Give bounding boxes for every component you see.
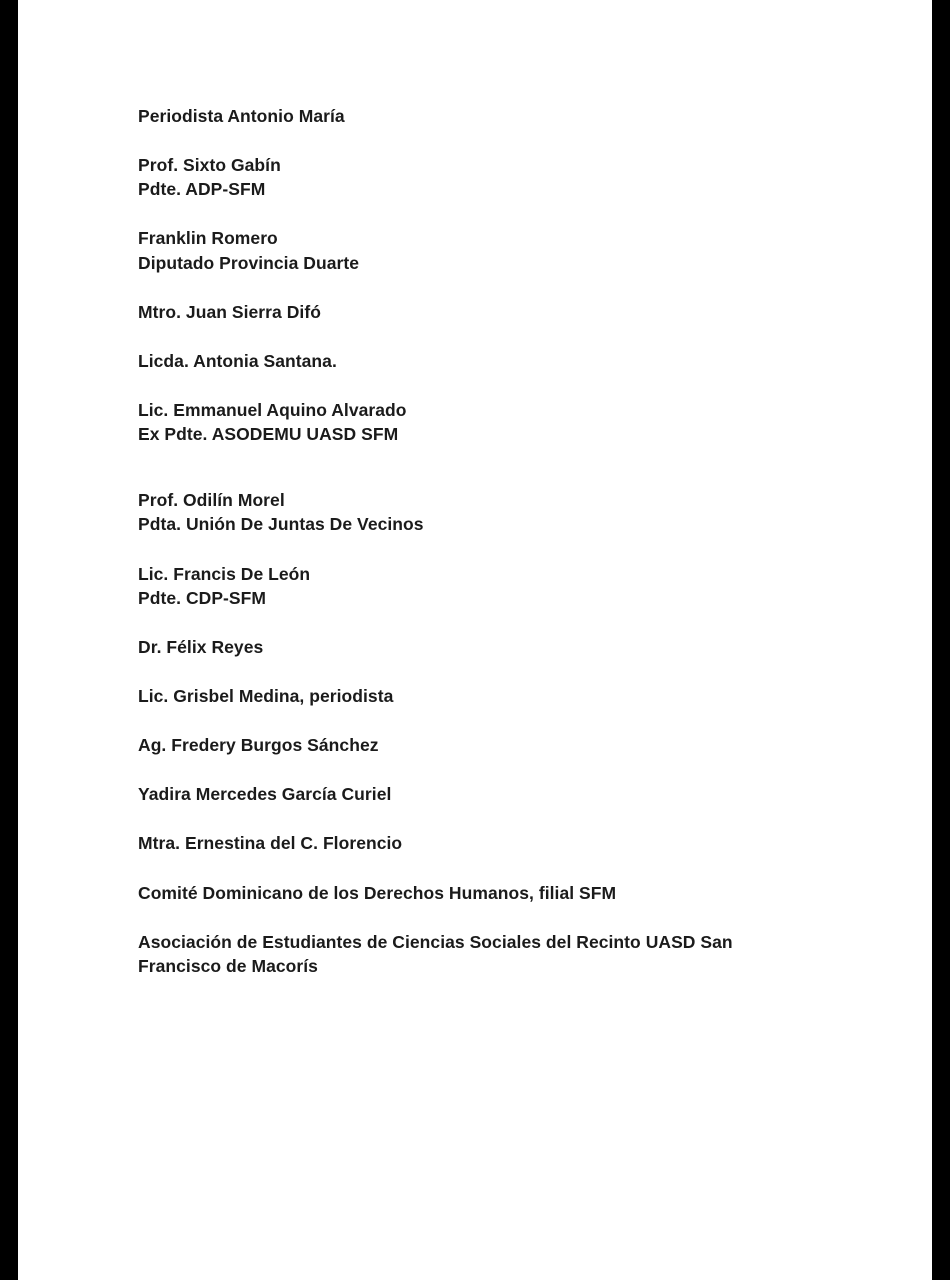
entry-line: Ag. Fredery Burgos Sánchez xyxy=(138,735,379,756)
list-item xyxy=(138,349,838,373)
entry-line: Asociación de Estudiantes de Ciencias Sociales del Recinto UASD San xyxy=(138,931,733,952)
entry-line: Pdte. ADP-SFM xyxy=(138,179,266,200)
list-item xyxy=(138,226,838,274)
signatory-list xyxy=(138,104,838,1003)
entry-line: Pdte. CDP-SFM xyxy=(138,587,267,608)
entry-line: Mtro. Juan Sierra Difó xyxy=(138,301,321,322)
entry-line: Mtra. Ernestina del C. Florencio xyxy=(138,833,403,854)
entry-line: Franklin Romero xyxy=(138,228,278,249)
entry-line: Pdta. Unión De Juntas De Vecinos xyxy=(138,514,424,535)
entry-line: Dr. Félix Reyes xyxy=(138,636,264,657)
entry-line: Lic. Emmanuel Aquino Alvarado xyxy=(138,399,407,420)
entry-line: Yadira Mercedes García Curiel xyxy=(138,784,392,805)
entry-line: Prof. Sixto Gabín xyxy=(138,155,281,176)
list-item xyxy=(138,398,838,446)
entry-line: Lic. Grisbel Medina, periodista xyxy=(138,685,394,706)
list-item xyxy=(138,733,838,757)
entry-line: Prof. Odilín Morel xyxy=(138,490,285,511)
list-item xyxy=(138,831,838,855)
entry-line: Comité Dominicano de los Derechos Humanos, filial SFM xyxy=(138,882,617,903)
list-item xyxy=(138,562,838,610)
entry-line: Periodista Antonio María xyxy=(138,106,345,126)
list-item xyxy=(138,930,838,978)
entry-line: Lic. Francis De León xyxy=(138,563,311,584)
list-item xyxy=(138,881,838,905)
entry-line: Francisco de Macorís xyxy=(138,955,318,976)
list-item xyxy=(138,782,838,806)
entry-line: Licda. Antonia Santana. xyxy=(138,350,337,371)
document-page xyxy=(18,0,932,1280)
entry-line: Ex Pdte. ASODEMU UASD SFM xyxy=(138,424,399,445)
list-item xyxy=(138,104,838,128)
list-item xyxy=(138,153,838,201)
entry-line: Diputado Provincia Duarte xyxy=(138,252,360,273)
list-item xyxy=(138,488,838,536)
list-item xyxy=(138,684,838,708)
list-item xyxy=(138,300,838,324)
list-item xyxy=(138,635,838,659)
